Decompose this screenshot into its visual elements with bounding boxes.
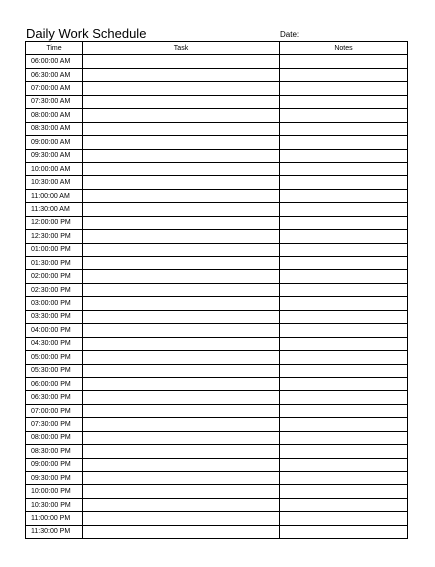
notes-cell[interactable] [280, 162, 408, 175]
time-cell: 10:30:00 PM [26, 498, 83, 511]
task-cell[interactable] [83, 68, 280, 81]
notes-cell[interactable] [280, 203, 408, 216]
notes-cell[interactable] [280, 82, 408, 95]
task-cell[interactable] [83, 485, 280, 498]
notes-cell[interactable] [280, 337, 408, 350]
time-cell: 10:30:00 AM [26, 176, 83, 189]
time-cell: 03:30:00 PM [26, 310, 83, 323]
table-row [26, 512, 408, 525]
task-cell[interactable] [83, 377, 280, 390]
time-cell: 06:30:00 PM [26, 391, 83, 404]
task-cell[interactable] [83, 95, 280, 108]
time-cell: 05:00:00 PM [26, 351, 83, 364]
task-cell[interactable] [83, 283, 280, 296]
table-row [26, 176, 408, 189]
schedule-table [25, 41, 408, 539]
time-cell: 11:30:00 AM [26, 203, 83, 216]
time-cell: 03:00:00 PM [26, 297, 83, 310]
task-cell[interactable] [83, 297, 280, 310]
notes-cell[interactable] [280, 283, 408, 296]
notes-cell[interactable] [280, 176, 408, 189]
time-cell: 10:00:00 AM [26, 162, 83, 175]
notes-cell[interactable] [280, 95, 408, 108]
time-cell: 12:00:00 PM [26, 216, 83, 229]
notes-cell[interactable] [280, 391, 408, 404]
notes-cell[interactable] [280, 525, 408, 538]
table-row [26, 216, 408, 229]
notes-cell[interactable] [280, 189, 408, 202]
time-cell: 09:00:00 PM [26, 458, 83, 471]
task-cell[interactable] [83, 337, 280, 350]
time-cell: 09:30:00 PM [26, 472, 83, 485]
time-cell: 06:00:00 AM [26, 55, 83, 68]
time-cell: 08:30:00 PM [26, 445, 83, 458]
notes-cell[interactable] [280, 472, 408, 485]
notes-cell[interactable] [280, 310, 408, 323]
table-row [26, 310, 408, 323]
time-cell: 08:00:00 PM [26, 431, 83, 444]
table-row [26, 324, 408, 337]
task-cell[interactable] [83, 324, 280, 337]
task-cell[interactable] [83, 391, 280, 404]
time-cell: 07:00:00 PM [26, 404, 83, 417]
notes-cell[interactable] [280, 498, 408, 511]
time-cell: 07:00:00 AM [26, 82, 83, 95]
table-row [26, 431, 408, 444]
task-cell[interactable] [83, 122, 280, 135]
table-row [26, 68, 408, 81]
table-row [26, 162, 408, 175]
task-cell[interactable] [83, 445, 280, 458]
table-row [26, 55, 408, 68]
time-cell: 01:00:00 PM [26, 243, 83, 256]
table-row [26, 485, 408, 498]
notes-cell[interactable] [280, 458, 408, 471]
time-cell: 08:00:00 AM [26, 109, 83, 122]
date-label: Date: [280, 30, 300, 39]
schedule-body [26, 55, 408, 539]
notes-cell[interactable] [280, 351, 408, 364]
notes-cell[interactable] [280, 297, 408, 310]
time-cell: 07:30:00 PM [26, 418, 83, 431]
time-cell: 07:30:00 AM [26, 95, 83, 108]
table-row [26, 149, 408, 162]
task-cell[interactable] [83, 257, 280, 270]
column-header-task: Task [83, 42, 280, 55]
table-row [26, 364, 408, 377]
table-row [26, 297, 408, 310]
table-row [26, 377, 408, 390]
task-cell[interactable] [83, 136, 280, 149]
notes-cell[interactable] [280, 136, 408, 149]
notes-cell[interactable] [280, 512, 408, 525]
header-row [26, 42, 408, 55]
time-cell: 12:30:00 PM [26, 230, 83, 243]
notes-cell[interactable] [280, 122, 408, 135]
table-row [26, 82, 408, 95]
notes-cell[interactable] [280, 364, 408, 377]
task-cell[interactable] [83, 162, 280, 175]
task-cell[interactable] [83, 189, 280, 202]
table-row [26, 351, 408, 364]
notes-cell[interactable] [280, 431, 408, 444]
task-cell[interactable] [83, 109, 280, 122]
time-cell: 11:30:00 PM [26, 525, 83, 538]
task-cell[interactable] [83, 216, 280, 229]
time-cell: 08:30:00 AM [26, 122, 83, 135]
task-cell[interactable] [83, 82, 280, 95]
table-row [26, 122, 408, 135]
table-row [26, 525, 408, 538]
task-cell[interactable] [83, 270, 280, 283]
notes-cell[interactable] [280, 216, 408, 229]
table-row [26, 257, 408, 270]
notes-cell[interactable] [280, 485, 408, 498]
table-row [26, 243, 408, 256]
notes-cell[interactable] [280, 257, 408, 270]
table-row [26, 337, 408, 350]
time-cell: 04:30:00 PM [26, 337, 83, 350]
time-cell: 09:00:00 AM [26, 136, 83, 149]
task-cell[interactable] [83, 230, 280, 243]
time-cell: 02:30:00 PM [26, 283, 83, 296]
time-cell: 09:30:00 AM [26, 149, 83, 162]
notes-cell[interactable] [280, 324, 408, 337]
table-row [26, 270, 408, 283]
table-row [26, 472, 408, 485]
time-cell: 04:00:00 PM [26, 324, 83, 337]
time-cell: 02:00:00 PM [26, 270, 83, 283]
time-cell: 05:30:00 PM [26, 364, 83, 377]
notes-cell[interactable] [280, 109, 408, 122]
task-cell[interactable] [83, 498, 280, 511]
time-cell: 06:00:00 PM [26, 377, 83, 390]
task-cell[interactable] [83, 203, 280, 216]
notes-cell[interactable] [280, 418, 408, 431]
table-row [26, 230, 408, 243]
time-cell: 06:30:00 AM [26, 68, 83, 81]
task-cell[interactable] [83, 176, 280, 189]
notes-cell[interactable] [280, 55, 408, 68]
table-row [26, 109, 408, 122]
table-row [26, 189, 408, 202]
task-cell[interactable] [83, 310, 280, 323]
task-cell[interactable] [83, 243, 280, 256]
task-cell[interactable] [83, 149, 280, 162]
task-cell[interactable] [83, 472, 280, 485]
task-cell[interactable] [83, 418, 280, 431]
notes-cell[interactable] [280, 149, 408, 162]
task-cell[interactable] [83, 512, 280, 525]
column-header-time: Time [26, 42, 83, 55]
table-row [26, 391, 408, 404]
table-row [26, 458, 408, 471]
table-row [26, 136, 408, 149]
notes-cell[interactable] [280, 270, 408, 283]
page-title: Daily Work Schedule [26, 26, 147, 41]
table-row [26, 445, 408, 458]
task-cell[interactable] [83, 55, 280, 68]
table-row [26, 404, 408, 417]
time-cell: 11:00:00 PM [26, 512, 83, 525]
task-cell[interactable] [83, 364, 280, 377]
table-row [26, 283, 408, 296]
column-header-notes: Notes [280, 42, 408, 55]
time-cell: 11:00:00 AM [26, 189, 83, 202]
task-cell[interactable] [83, 458, 280, 471]
task-cell[interactable] [83, 351, 280, 364]
task-cell[interactable] [83, 431, 280, 444]
task-cell[interactable] [83, 404, 280, 417]
notes-cell[interactable] [280, 68, 408, 81]
notes-cell[interactable] [280, 377, 408, 390]
notes-cell[interactable] [280, 404, 408, 417]
notes-cell[interactable] [280, 230, 408, 243]
table-row [26, 498, 408, 511]
table-row [26, 95, 408, 108]
notes-cell[interactable] [280, 445, 408, 458]
time-cell: 10:00:00 PM [26, 485, 83, 498]
time-cell: 01:30:00 PM [26, 257, 83, 270]
table-row [26, 203, 408, 216]
notes-cell[interactable] [280, 243, 408, 256]
table-row [26, 418, 408, 431]
task-cell[interactable] [83, 525, 280, 538]
